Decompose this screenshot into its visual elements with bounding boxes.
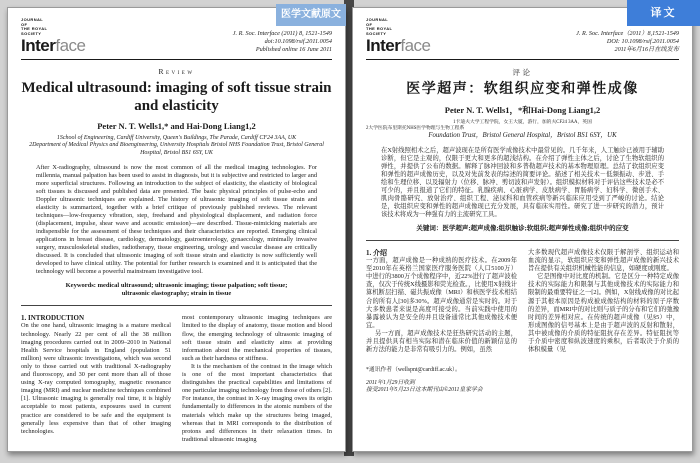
logo-text: SOCIETY	[366, 30, 387, 36]
keywords-line: Keywords: medical ultrasound; ultrasonic imaging; tissue palpation; soft tissue; ultrasonic elastography; strain in tissue	[65, 282, 288, 298]
column-right	[182, 314, 332, 444]
body-paragraph: It is the mechanism of the contrast in the image which is one of the most important characteristics that distinguishes the practical capabilities and limitations of one particular imaging technology from those of others [2]. For instance, the contrast in X-ray imaging owes its origin fundamentally to differences in the atomic numbers of the materials which make up the structures being imaged, whereas that in MRI corresponds to the distribution of protons and differences in their relaxation times. In traditional ultrasonic imaging	[182, 362, 332, 443]
accepted-date: 接受2011年5月23日这本期刊由©2011皇家学会	[366, 387, 483, 394]
section-heading: 1. 介绍	[366, 248, 387, 257]
body-paragraph: 它是图像中对比度的机制。它是区分一种特定成像技术的实际能力和限制与其他成像技术的实际能力和限制的最重要特征之一[2]。例如，X射线成像的对比起源于其根本原因是构成被成像结构的材料的原子序数的差异，而MRI中的对比则与质子的分布和它们的弛豫时间的差异相对应。在传统的超声成像（见§5）中，形成图像的信号基本上是由于超声波的反射和散射，其中被成像的介质的特征阻抗存在差异。特征阻抗等于介质中密度和纵波速度的乘积，后者取决于介质的体积模量（见	[528, 273, 679, 354]
journal-name: Interface	[21, 36, 86, 56]
abstract-text: After X-radiography, ultrasound is now the most common of all the medical imaging technologies. For millennia, manual palpation has been used to assist in diagnosis, but it is subjective and restricted to larger and more superficial structures. Following an introduction to the subject of elasticity, the elasticity of biological soft tissues is discussed and published data are presented. The basic physical principles of pulse-echo and Doppler ultrasonic techniques are explained. The history of ultrasonic imaging of soft tissue strain and elasticity is summarized, together with a brief critique of previously published reviews. The relevant techniques—low-frequency vibration, step, freehand and physiological displacement, and radiation force (displacement, impulse, shear wave and acoustic emission)—are described. Tissue-mimicking materials are indispensible for the assessment of these techniques and their characteristics are reported. Emerging clinical applications in breast disease, cardiology, dermatology, gastroenterology, gynaecology, minimally invasive surgery, musculoskeletal studies, radiotherapy, tissue engineering, urology and vascular disease are critically discussed. It is concluded that ultrasonic imaging of soft tissue strain and elasticity is now sufficiently well developed to have clinical utility. The potential for further research is examined and it is anticipated that the technology will become a powerful mainstream investigative tool.	[36, 164, 317, 276]
header-rule	[366, 59, 679, 60]
footnote-block	[366, 366, 517, 395]
logo-text: JOURNAL	[366, 17, 389, 22]
citation-block: J. R. Soc. Interface（2011）8,1521-1549 DOI: 10.1098/rsif.2011.0054 2011年6月16日在线发布	[576, 30, 679, 54]
logo-text: JOURNAL	[21, 17, 44, 22]
column-left	[366, 249, 517, 395]
keywords-line: 关键词：医学超声;超声成像;组织触诊;软组织;超声弹性成像;组织中的应变	[416, 224, 629, 232]
column-right	[528, 249, 679, 395]
body-paragraph: On the one hand, ultrasonic imaging is a mature medical technology. Nearly 22 per cent of all the 38 million imaging procedures carried out in 2009–2010 in National Health Service hospitals in England (population 51 million) were ultrasonic investigations, which was second only to those carried out with traditional X-radiography and fluoroscopy, and 30 per cent more than all of those using X-ray computed tomography, magnetic resonance imaging (MRI) and nuclear medicine techniques combined [1]. Ultrasonic imaging is generally real time, it is highly acceptable to most patients, exposures used in current practice are considered to be safe and the equipment is generally less expensive than that of other imaging technologies.	[21, 322, 171, 435]
column-left	[21, 314, 171, 444]
abstract-text: 在X射线照相术之后，超声波现在是所有医学成像技术中最常见的。几千年来，人工触诊已被用于辅助诊断，但它是主观的，仅限于更大和更多的超浅结构。在介绍了弹性主体之后，讨论了生物软组织的弹性，并提供了公布的数据。解释了脉冲回波和多普勒超声技术的基本物理原理。总结了软组织应变和弹性的超声成像历史，以及对先前发表的综述的简要评论。描述了相关技术－低频振动、步进、手绘和生理位移、以及辐射力（位移、脉冲、剪切波和声发射）。组织模拟材料对于评估这些技术是必不可少的，并且报道了它们的特征。乳腺疾病、心脏病学、皮肤病学、胃肠病学、妇科学、微创手术、肌肉骨骼研究、放射治疗、组织工程、泌尿科和血管疾病等新兴临床应用受到了严峻的讨论。结论是，软组织应变和弹性的超声成像现已充分发展，具有临床实用性。研究了进一步研究的潜力，预计该技术将成为一种强有力的主流研究工具。	[381, 146, 664, 218]
original-document-page	[7, 7, 346, 452]
logo-text: OF	[366, 21, 373, 27]
header-rule	[21, 59, 332, 60]
journal-logo	[21, 18, 85, 54]
authors-line: Peter N. T. Wells1,* and Hai-Dong Liang1,2	[97, 120, 256, 131]
logo-text: THE ROYAL	[21, 26, 48, 32]
received-date: 2011年1月29日收到	[366, 380, 415, 387]
section-rule	[366, 240, 679, 241]
translation-document-page	[352, 7, 693, 452]
section-rule	[21, 305, 332, 306]
section-heading: 1. INTRODUCTION	[21, 314, 85, 323]
tab-original[interactable]: 医学文献原文	[276, 4, 346, 26]
journal-logo	[366, 18, 430, 54]
authors-line: Peter N. T. Wells1，*和Hai-Dong Liang1,2	[444, 105, 601, 116]
body-paragraph: 另一方面，超声成像技术是狂热研究活动的主题，并且提供具有相当实际和潜在临床价值的新颖信息的新方法的能力是非常有吸引力的。例如，虽然	[366, 329, 517, 354]
paper-title: Medical ultrasound: imaging of soft tissue strain and elasticity	[21, 80, 332, 114]
body-paragraph: 一方面，超声成像是一种成熟的医疗技术。在2009年至2010年在英格兰国家医疗服务医院（人口5100万）中进行的3800万个成像程序中，近22%进行了超声波检查，仅次于传统X线摄影和荧光检查。，比使用X射线计算机断层扫描、磁共振成像（MRI）和核医学技术相结合的所有人[30]多30%。超声成像通常是实时的。对于大多数患者来说是高度可接受的。当前实践中使用的暴露被认为是安全的并且设备通常比其他成像技术便宜。	[366, 257, 517, 329]
affiliations: 1卡迪夫大学工程学院，女王大厦，游行，加的夫CF24 3AA，英国 2大学医院布里斯托NHS医学物理与生物工程系 Foundation Trust，Bristol General Hospital，Bristol BS1 6SY，UK	[366, 120, 617, 140]
article-type: 评论	[512, 68, 533, 78]
logo-text: SOCIETY	[21, 30, 42, 36]
body-paragraph: most contemporary ultrasonic imaging techniques are limited to the display of anatomy, tissue motion and blood flow, the emerging technology of ultrasonic imaging of soft tissue strain and elasticity aims at providing information about the mechanical properties of tissues, such as their hardness or stiffness.	[182, 314, 332, 362]
tab-translation[interactable]: 译文	[627, 0, 700, 26]
logo-text: THE ROYAL	[366, 26, 393, 32]
logo-text: OF	[21, 21, 28, 27]
correspondence-note: *通讯作者（wellspnt@cardiff.ac.uk）。	[366, 367, 461, 374]
body-paragraph: 大多数现代超声成像技术仅限于解剖学、组织运动和血流的显示，软组织应变和弹性超声成像的新兴技术旨在提供有关组织机械性能的信息，如硬度或刚度。	[528, 248, 679, 273]
paper-title: 医学超声：软组织应变和弹性成像	[406, 82, 639, 98]
article-type: Review	[158, 67, 195, 77]
affiliations: 1School of Engineering, Cardiff University, Queen's Buildings, The Parade, Cardiff CF24 3AA, UK 2Department of Medical Physics and Bioengineering, University Hospitals Bristol NHS Foundation Trust, Bristol General Hospital, Bristol BS1 6SY, UK	[29, 134, 324, 156]
citation-block: J. R. Soc. Interface (2011) 8, 1521-1549 doi:10.1098/rsif.2011.0054 Published online 16 June 2011	[232, 30, 332, 54]
journal-name: Interface	[366, 36, 431, 56]
